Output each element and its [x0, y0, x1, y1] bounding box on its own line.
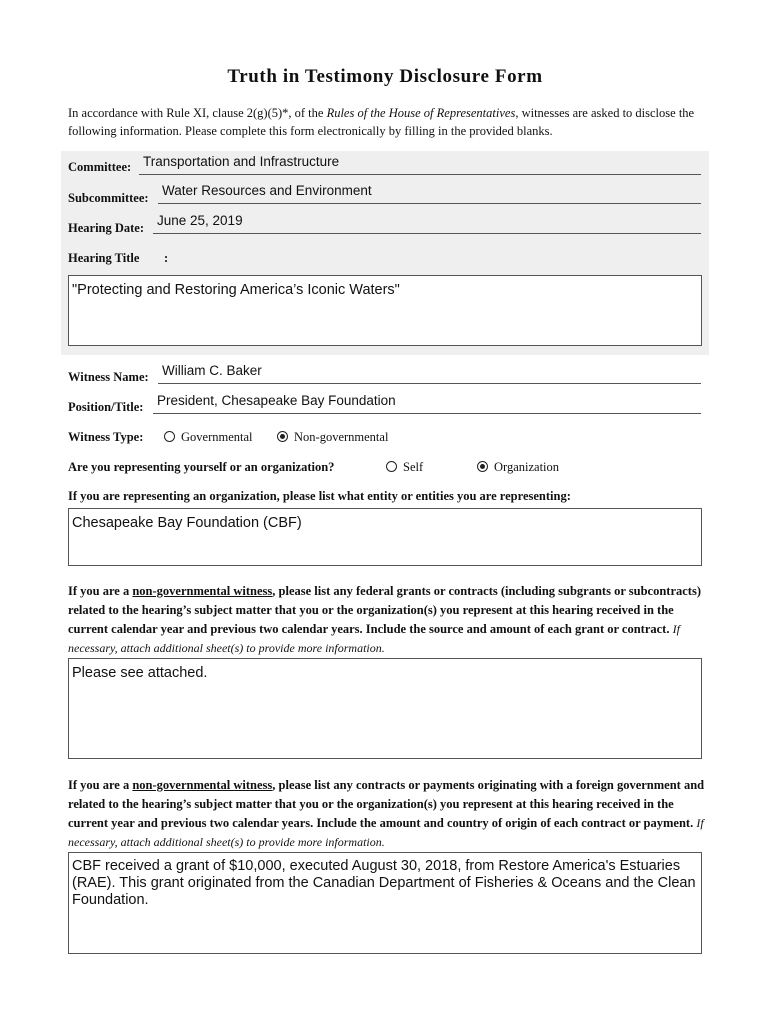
grants-underlined: non-governmental witness — [132, 584, 273, 598]
representing-organization-option[interactable] — [477, 460, 559, 475]
foreign-question — [68, 776, 708, 852]
hearing-date-field[interactable] — [153, 214, 701, 234]
foreign-underlined: non-governmental witness — [132, 778, 273, 792]
subcommittee-field[interactable] — [158, 184, 701, 204]
hearing-title-value: "Protecting and Restoring America’s Iconic Waters" — [72, 282, 400, 298]
grants-body: , please list any federal grants or contracts (including subgrants or subcontracts) related to the hearing’s subject matter that you or the organization(s) you represent at this hearing received in the current calendar year and previous two calendar years. Include the source and amount of each grant or contract. — [68, 584, 701, 636]
hearing-date-label: Hearing Date: — [68, 221, 145, 235]
foreign-note: If necessary, attach additional sheet(s) to provide more information. — [68, 816, 704, 849]
foreign-body: , please list any contracts or payments originating with a foreign government and related to the hearing’s subject matter that you or the organization(s) you represent at this hearing received in the current year and previous two calendar years. Include the amount and country of origin of each contract or payment. — [68, 778, 705, 830]
foreign-prefix: If you are a — [68, 778, 133, 792]
grants-note: If necessary, attach additional sheet(s) to provide more information. — [68, 622, 680, 655]
governmental-radio[interactable] — [164, 431, 175, 442]
grants-question — [68, 582, 708, 658]
foreign-answer: CBF received a grant of $10,000, executed August 30, 2018, from Restore America's Estuaries (RAE). This grant originated from the Canadian Department of Fisheries & Oceans and the Clean Foundation. — [72, 858, 696, 908]
organization-radio[interactable] — [477, 461, 488, 472]
entities-answer: Chesapeake Bay Foundation (CBF) — [72, 515, 302, 531]
committee-field[interactable] — [139, 155, 701, 175]
nongovernmental-radio[interactable] — [277, 431, 288, 442]
grants-prefix: If you are a — [68, 584, 133, 598]
governmental-label: Governmental — [181, 430, 253, 444]
representing-self-option[interactable] — [386, 460, 423, 475]
self-label: Self — [403, 460, 424, 474]
foreign-box[interactable] — [68, 852, 702, 954]
witness-type-label: Witness Type: — [68, 430, 144, 444]
intro-text-2: , witnesses are asked to disclose the following information. Please complete this form electronically by filling in the provided blanks. — [68, 106, 695, 138]
hearing-title-label: Hearing Title — [68, 251, 140, 265]
intro-text-1: In accordance with Rule XI, clause 2(g)(5)*, of the — [68, 106, 327, 120]
committee-value: Transportation and Infrastructure — [143, 154, 340, 169]
nongovernmental-label: Non-governmental — [294, 430, 389, 444]
organization-label: Organization — [494, 460, 560, 474]
hearing-title-colon: : — [164, 251, 169, 265]
witness-type-nongovernmental-option[interactable] — [277, 430, 388, 445]
hearing-date-value: June 25, 2019 — [157, 213, 243, 228]
witness-type-governmental-option[interactable] — [164, 430, 253, 445]
witness-name-label: Witness Name: — [68, 370, 149, 384]
position-value: President, Chesapeake Bay Foundation — [157, 393, 396, 408]
grants-box[interactable] — [68, 658, 702, 759]
grants-answer: Please see attached. — [72, 665, 208, 681]
position-label: Position/Title: — [68, 400, 144, 414]
self-radio[interactable] — [386, 461, 397, 472]
rules-reference: Rules of the House of Representatives — [326, 106, 516, 120]
position-field[interactable] — [153, 394, 701, 414]
witness-name-value: William C. Baker — [162, 363, 262, 378]
representing-question: Are you representing yourself or an organization? — [68, 460, 335, 474]
hearing-title-box[interactable] — [68, 275, 702, 346]
entities-box[interactable] — [68, 508, 702, 566]
form-title: Truth in Testimony Disclosure Form — [227, 66, 543, 87]
subcommittee-value: Water Resources and Environment — [162, 183, 372, 198]
intro-paragraph — [68, 104, 708, 140]
entities-question: If you are representing an organization, please list what entity or entities you are representing: — [68, 489, 571, 503]
witness-name-field[interactable] — [158, 364, 701, 384]
committee-label: Committee: — [68, 160, 132, 174]
subcommittee-label: Subcommittee: — [68, 191, 149, 205]
